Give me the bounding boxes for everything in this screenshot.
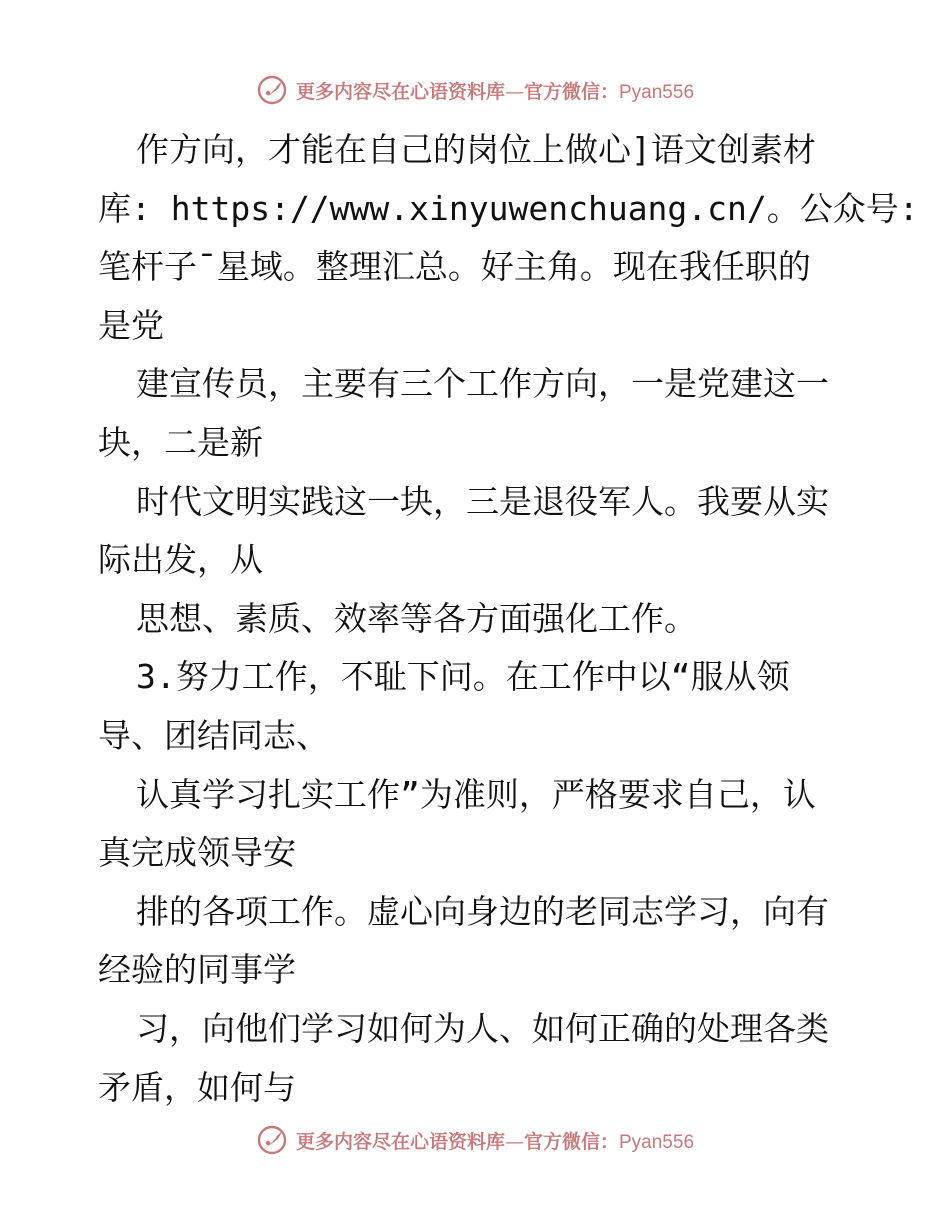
body-text-line: 矛盾，如何与 [98,1067,296,1107]
body-text-line: 导、团结同志、 [98,715,329,755]
body-text-line: 真完成领导安 [98,833,296,873]
body-text-line: 建宣传员，主要有三个工作方向，一是党建这一 [136,364,829,404]
header-site-text: 更多内容尽在心语资料库 [295,80,505,103]
body-text-line: 作方向，才能在自己的岗位上做心]语文创素材 [136,130,816,169]
header-wechat-label: 官方微信： [523,80,619,103]
footer-wechat-id: Pyan556 [619,1131,695,1153]
header-watermark-banner [0,70,950,110]
body-text-line: 认真学习扎实工作”为准则，严格要求自己，认 [136,774,816,814]
body-text-line: 排的各项工作。虚心向身边的老同志学习，向有 [136,891,829,931]
body-text-line: 习，向他们学习如何为人、如何正确的处理各类 [136,1008,829,1048]
footer-wechat-label: 官方微信： [523,1130,619,1153]
quill-logo-icon [256,1123,290,1157]
footer-watermark-banner [0,1120,950,1160]
header-banner-text [296,77,694,104]
header-separator: — [504,80,524,103]
header-wechat-id: Pyan556 [619,81,695,103]
body-text-line: 笔杆子¯星域。整理汇总。好主角。现在我任职的 [98,247,811,287]
body-text-line: 块，二是新 [98,422,263,462]
body-text-line: 库: https://www.xinyuwenchuang.cn/。公众号: [98,188,919,228]
body-text-line: 经验的同事学 [98,950,296,990]
body-text-line: 时代文明实践这一块，三是退役军人。我要从实 [136,481,829,521]
footer-site-text: 更多内容尽在心语资料库 [295,1130,505,1153]
body-text-line: 际出发，从 [98,540,263,580]
document-body [98,121,919,1117]
quill-logo-icon [256,73,290,107]
footer-separator: — [504,1130,524,1153]
body-text-line: 思想、素质、效率等各方面强化工作。 [136,598,697,638]
body-text-line: 是党 [98,305,164,345]
footer-banner-text [296,1127,694,1154]
body-text-line: 3.努力工作，不耻下问。在工作中以“服从领 [136,657,790,697]
